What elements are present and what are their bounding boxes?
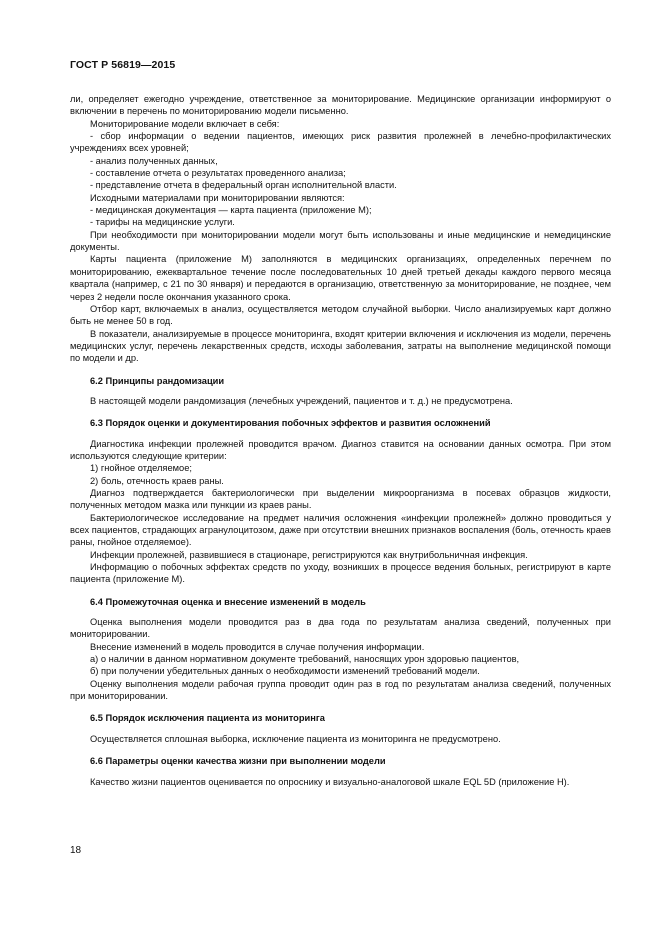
body-paragraph: Мониторирование модели включает в себя:	[90, 118, 280, 129]
body-paragraph: - представление отчета в федеральный орган исполнительной власти.	[90, 180, 397, 191]
body-paragraph: 1) гнойное отделяемое;	[90, 463, 192, 474]
document-body	[70, 93, 611, 788]
body-paragraph: Исходными материалами при мониторировании являются:	[90, 192, 345, 203]
body-paragraph: а) о наличии в данном нормативном документе требований, наносящих урон здоровью пациентов,	[90, 654, 520, 665]
document-header: ГОСТ Р 56819—2015	[70, 59, 176, 71]
body-paragraph: Оценка выполнения модели проводится раз в два года по результатам анализа сведений, полученных при мониторировании.	[70, 617, 611, 640]
body-paragraph: Отбор карт, включаемых в анализ, осуществляется методом случайной выборки. Число анализируемых карт должно быть не менее 50 в год.	[70, 303, 611, 327]
body-paragraph: В настоящей модели рандомизация (лечебных учреждений, пациентов и т. д.) не предусмотрена.	[90, 395, 513, 406]
body-paragraph: Инфекции пролежней, развившиеся в стационаре, регистрируются как внутрибольничная инфекция.	[90, 549, 528, 560]
body-paragraph: - анализ полученных данных,	[90, 155, 218, 166]
body-paragraph: Карты пациента (приложение М) заполняются в медицинских организациях, определенных перечнем по мониторированию, ежеквартальное течение после последовательных 10 дней третьей декады каждого первого месяца квартала (например, с 21 по 30 января) и передаются в организацию, ответственную за мониторирование, не позднее, чем через 2 недели после окончания указанного срока.	[70, 254, 611, 302]
body-paragraph: В показатели, анализируемые в процессе мониторинга, входят критерии включения и исключения из модели, перечень медицинских услуг, перечень лекарственных средств, исходы заболевания, затраты на выполнение медицинской помощи по модели и др.	[70, 328, 611, 364]
body-paragraph: Качество жизни пациентов оценивается по опроснику и визуально-аналоговой шкале EQL 5D (приложение Н).	[90, 776, 570, 787]
body-paragraph: 2) боль, отечность краев раны.	[90, 475, 224, 486]
page-number: 18	[70, 845, 82, 856]
body-paragraph: - тарифы на медицинские услуги.	[90, 217, 235, 228]
body-paragraph: - сбор информации о ведении пациентов, имеющих риск развития пролежней в лечебно-профилактических учреждениях всех уровней;	[70, 131, 611, 154]
section-heading: 6.4 Промежуточная оценка и внесение изменений в модель	[90, 596, 366, 607]
body-paragraph: При необходимости при мониторировании модели могут быть использованы и иные медицинские и немедицинские документы.	[70, 229, 611, 253]
body-paragraph: Осуществляется сплошная выборка, исключение пациента из мониторинга не предусмотрено.	[90, 733, 501, 744]
section-heading: 6.5 Порядок исключения пациента из мониторинга	[90, 713, 325, 724]
body-paragraph: Оценку выполнения модели рабочая группа проводит один раз в год по результатам анализа сведений, полученных при мониторировании.	[70, 678, 611, 702]
section-heading: 6.3 Порядок оценки и документирования побочных эффектов и развития осложнений	[90, 418, 491, 429]
body-paragraph: б) при получении убедительных данных о необходимости изменений требований модели.	[90, 666, 480, 677]
body-paragraph: Внесение изменений в модель проводится в случае получения информации.	[90, 641, 425, 652]
body-paragraph: Диагностика инфекции пролежней проводится врачом. Диагноз ставится на основании данных осмотра. При этом используются следующие критерии:	[70, 438, 611, 461]
body-paragraph: - составление отчета о результатах проведенного анализа;	[90, 168, 346, 179]
body-paragraph: ли, определяет ежегодно учреждение, ответственное за мониторирование. Медицинские организации информируют о включении в перечень по мониторированию модели письменно.	[70, 94, 611, 117]
body-paragraph: - медицинская документация — карта пациента (приложение М);	[90, 205, 372, 216]
body-paragraph: Бактериологическое исследование на предмет наличия осложнения «инфекции пролежней» должно проводиться у всех пациентов, страдающих агранулоцитозом, даже при отсутствии внешних признаков воспаления (боль, отечность краев раны, гнойное отделяемое).	[70, 512, 611, 548]
section-heading: 6.6 Параметры оценки качества жизни при выполнении модели	[90, 756, 386, 767]
body-paragraph: Информацию о побочных эффектах средств по уходу, возникших в процессе ведения больных, регистрируют в карте пациента (приложение М).	[70, 562, 611, 585]
section-heading: 6.2 Принципы рандомизации	[90, 375, 225, 386]
body-paragraph: Диагноз подтверждается бактериологически при выделении микроорганизма в посевах образцов жидкости, полученных методом мазка или пункции из краев раны.	[70, 487, 611, 511]
